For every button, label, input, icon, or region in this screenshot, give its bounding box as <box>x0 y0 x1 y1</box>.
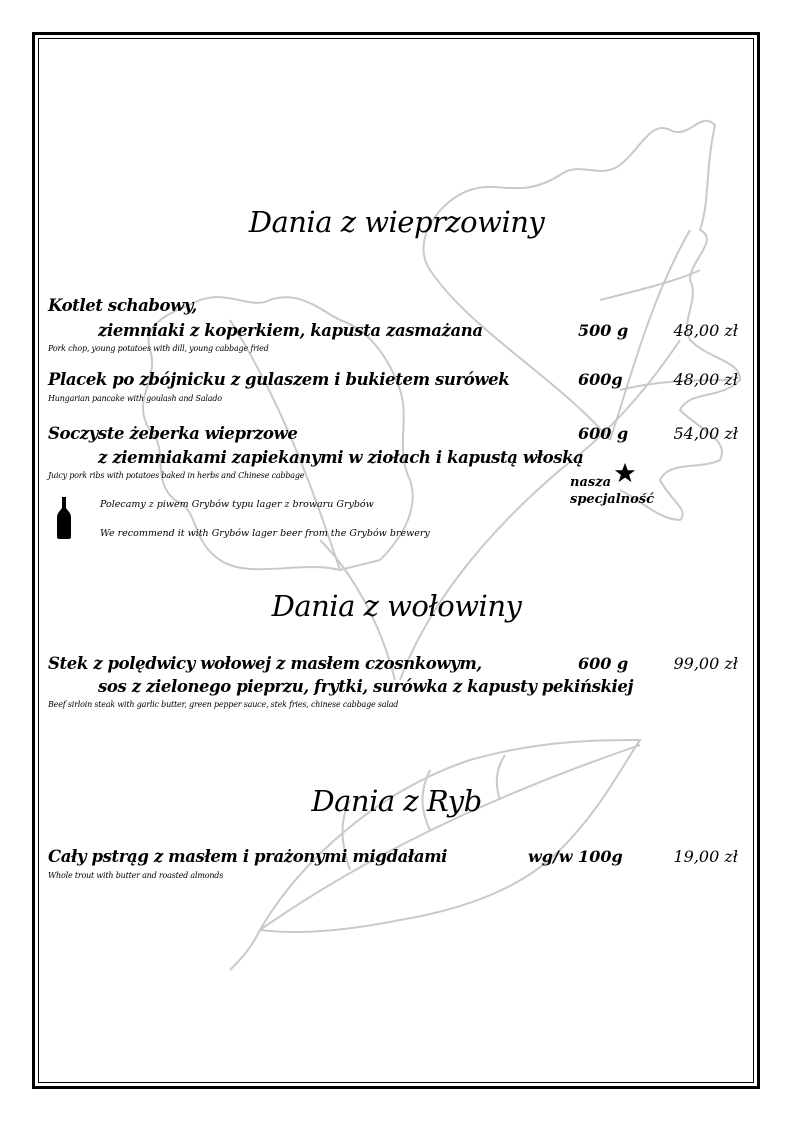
dish-price: 48,00 zł <box>673 370 738 389</box>
dish-name-beef-steak: Stek z polędwicy wołowej z masłem czosnkowym, <box>48 654 482 673</box>
dish-price: 99,00 zł <box>673 654 738 673</box>
beer-bottle-icon <box>56 497 72 539</box>
dish-english: Juicy pork ribs with potatoes baked in herbs and Chinese cabbage <box>48 471 305 480</box>
dish-weight: 600 g <box>578 654 629 673</box>
dish-price: 54,00 zł <box>673 424 738 443</box>
dish-name-hungarian-pancake: Placek po zbójnicku z gulaszem i bukietem surówek <box>48 370 510 389</box>
dish-english: Whole trout with butter and roasted almonds <box>48 871 224 880</box>
dish-name-pork-chop-sides: ziemniaki z koperkiem, kapusta zasmażana <box>98 321 483 340</box>
beer-recommendation-en: We recommend it with Grybów lager beer from the Grybów brewery <box>100 528 430 539</box>
dish-name-trout: Cały pstrąg z masłem i prażonymi migdałami <box>48 847 448 866</box>
dish-name-pork-ribs: Soczyste żeberka wieprzowe <box>48 424 298 443</box>
star-icon <box>614 462 636 484</box>
dish-weight: 600g <box>578 370 623 389</box>
dish-english: Hungarian pancake with goulash and Salado <box>48 394 222 403</box>
section-title-pork: Dania z wieprzowiny <box>248 205 545 239</box>
dish-name-pork-chop: Kotlet schabowy, <box>48 296 197 315</box>
dish-weight: 600 g <box>578 424 629 443</box>
section-title-beef: Dania z wołowiny <box>271 589 522 623</box>
dish-weight: 500 g <box>578 321 629 340</box>
dish-weight: wg/w 100g <box>528 847 623 866</box>
dish-english: Pork chop, young potatoes with dill, young cabbage fried <box>48 344 269 353</box>
beer-recommendation-pl: Polecamy z piwem Grybów typu lager z browaru Grybów <box>100 499 374 510</box>
house-special-line2: specjalność <box>570 492 655 507</box>
page-border-inner <box>38 38 754 1083</box>
house-special-line1: nasza <box>570 475 611 490</box>
dish-english: Beef sirloin steak with garlic butter, green pepper sauce, stek fries, chinese cabbage salad <box>48 700 399 709</box>
dish-name-beef-steak-sides: sos z zielonego pieprzu, frytki, surówka z kapusty pekińskiej <box>98 677 634 696</box>
dish-price: 48,00 zł <box>673 321 738 340</box>
dish-price: 19,00 zł <box>673 847 738 866</box>
dish-name-pork-ribs-sides: z ziemniakami zapiekanymi w ziołach i kapustą włoską <box>98 448 584 467</box>
section-title-fish: Dania z Ryb <box>311 784 482 818</box>
house-special-label <box>570 474 654 508</box>
